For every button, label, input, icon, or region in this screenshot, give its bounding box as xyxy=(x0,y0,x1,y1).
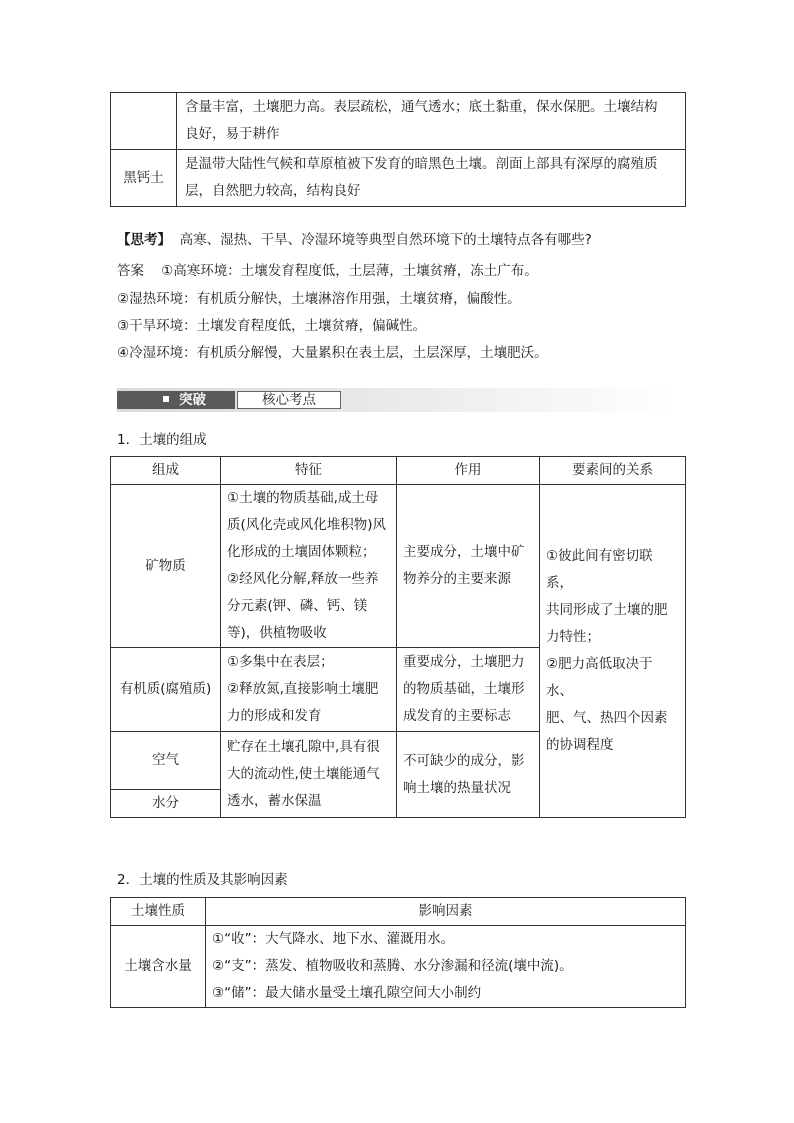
cell-line: ③“储”：最大储水量受土壤孔隙空间大小制约 xyxy=(212,985,482,1001)
cell-line: 的协调程度 xyxy=(546,737,614,753)
cell-line: 不可缺少的成分，影 xyxy=(403,752,525,769)
square-bullet-icon xyxy=(163,396,169,402)
answer-line: ③干旱环境：土壤发育程度低，土壤贫瘠，偏碱性。 xyxy=(117,318,427,334)
soil-desc-cell xyxy=(177,150,686,207)
cell-line: ①“收”：大气降水、地下水、灌溉用水。 xyxy=(212,931,455,947)
answer-tag: 答案 xyxy=(117,263,144,279)
desc-line: 含量丰富，土壤肥力高。表层疏松，通气透水；底土黏重，保水保肥。土壤结构 xyxy=(185,99,658,115)
soil-type-table xyxy=(110,92,686,207)
cell-line: 大的流动性,使土壤能通气 xyxy=(227,766,380,782)
soil-desc-cell xyxy=(177,93,686,150)
answer-line: ②湿热环境：有机质分解快，土壤淋溶作用强，土壤贫瘠，偏酸性。 xyxy=(117,291,521,307)
component-name-cell: 空气 xyxy=(111,732,221,790)
cell-line: 响土壤的热量状况 xyxy=(403,779,511,796)
cell-line: ②经风化分解,释放一些养 xyxy=(227,571,379,587)
cell-line: ②肥力高低取决于水、 xyxy=(546,656,653,699)
answer-line xyxy=(117,261,538,281)
cell-line: ②“支”：蒸发、植物吸收和蒸腾、水分渗漏和径流(壤中流)。 xyxy=(212,958,573,974)
cell-line: 的物质基础，土壤形 xyxy=(403,681,525,697)
soil-property-table xyxy=(110,897,686,1008)
component-name-cell: 水分 xyxy=(111,790,221,818)
soil-name-cell xyxy=(111,93,177,150)
table-row xyxy=(111,150,686,207)
feature-cell xyxy=(221,732,397,818)
feature-cell xyxy=(221,485,397,648)
cell-line: 共同形成了土壤的肥 xyxy=(546,602,668,618)
section-title: 1．土壤的组成 xyxy=(117,432,207,448)
desc-line: 良好，易于耕作 xyxy=(185,126,280,142)
feature-cell xyxy=(221,648,397,732)
property-name-cell: 土壤含水量 xyxy=(111,926,206,1008)
header-cell: 要素间的关系 xyxy=(540,457,686,485)
cell-line: 力的形成和发育 xyxy=(227,708,322,724)
cell-line: 等)，供植物吸收 xyxy=(227,625,327,641)
desc-line: 层，自然肥力较高，结构良好 xyxy=(185,183,361,199)
think-question xyxy=(117,230,592,250)
cell-line: 肥、气、热四个因素 xyxy=(546,710,668,726)
desc-line: 是温带大陆性气候和草原植被下发育的暗黑色土壤。剖面上部具有深厚的腐殖质 xyxy=(185,156,658,172)
header-cell: 作用 xyxy=(397,457,540,485)
section-title: 2．土壤的性质及其影响因素 xyxy=(117,872,288,888)
cell-line: ①土壤的物质基础,成土母 xyxy=(227,490,379,506)
answer-text: ①高寒环境：土壤发育程度低，土层薄，土壤贫瘠，冻土广布。 xyxy=(161,263,538,279)
cell-line: 力特性； xyxy=(546,629,600,645)
banner-label-secondary: 核心考点 xyxy=(237,391,341,409)
banner-label-primary: 突破 xyxy=(117,391,235,409)
table-header-row xyxy=(111,457,686,485)
component-name-cell: 有机质(腐殖质) xyxy=(111,648,221,732)
cell-line: 化形成的土壤固体颗粒； xyxy=(227,544,376,560)
cell-line: ①彼此间有密切联系， xyxy=(546,548,653,591)
header-cell: 影响因素 xyxy=(206,898,686,926)
role-cell xyxy=(397,648,540,732)
header-cell: 土壤性质 xyxy=(111,898,206,926)
cell-line: 分元素(钾、磷、钙、镁 xyxy=(227,598,368,614)
table-header-row xyxy=(111,898,686,926)
header-cell: 组成 xyxy=(111,457,221,485)
table-row xyxy=(111,926,686,1008)
soil-name-cell: 黑钙土 xyxy=(111,150,177,207)
factor-cell xyxy=(206,926,686,1008)
cell-line: 质(风化壳或风化堆积物)风 xyxy=(227,517,387,533)
table-row xyxy=(111,485,686,648)
soil-composition-table xyxy=(110,456,686,818)
cell-line: 主要成分，土壤中矿 xyxy=(403,544,525,560)
relation-cell xyxy=(540,485,686,818)
table-row xyxy=(111,93,686,150)
section-banner xyxy=(117,388,676,412)
cell-line: 成发育的主要标志 xyxy=(403,708,511,724)
role-cell xyxy=(397,485,540,648)
role-cell xyxy=(397,732,540,818)
cell-line: 物养分的主要来源 xyxy=(403,571,511,587)
answer-line: ④冷湿环境：有机质分解慢，大量累积在表土层，土层深厚，土壤肥沃。 xyxy=(117,345,548,361)
cell-line: 重要成分，土壤肥力 xyxy=(403,654,525,670)
cell-line: ②释放氮,直接影响土壤肥 xyxy=(227,681,379,697)
cell-line: 贮存在土壤孔隙中,具有很 xyxy=(227,739,380,755)
think-question-text: 高寒、湿热、干旱、冷湿环境等典型自然环境下的土壤特点各有哪些? xyxy=(179,232,592,248)
cell-line: ①多集中在表层； xyxy=(227,654,334,670)
header-cell: 特征 xyxy=(221,457,397,485)
component-name-cell: 矿物质 xyxy=(111,485,221,648)
cell-line: 透水，蓄水保温 xyxy=(227,793,322,809)
think-tag: 【思考】 xyxy=(117,232,171,248)
